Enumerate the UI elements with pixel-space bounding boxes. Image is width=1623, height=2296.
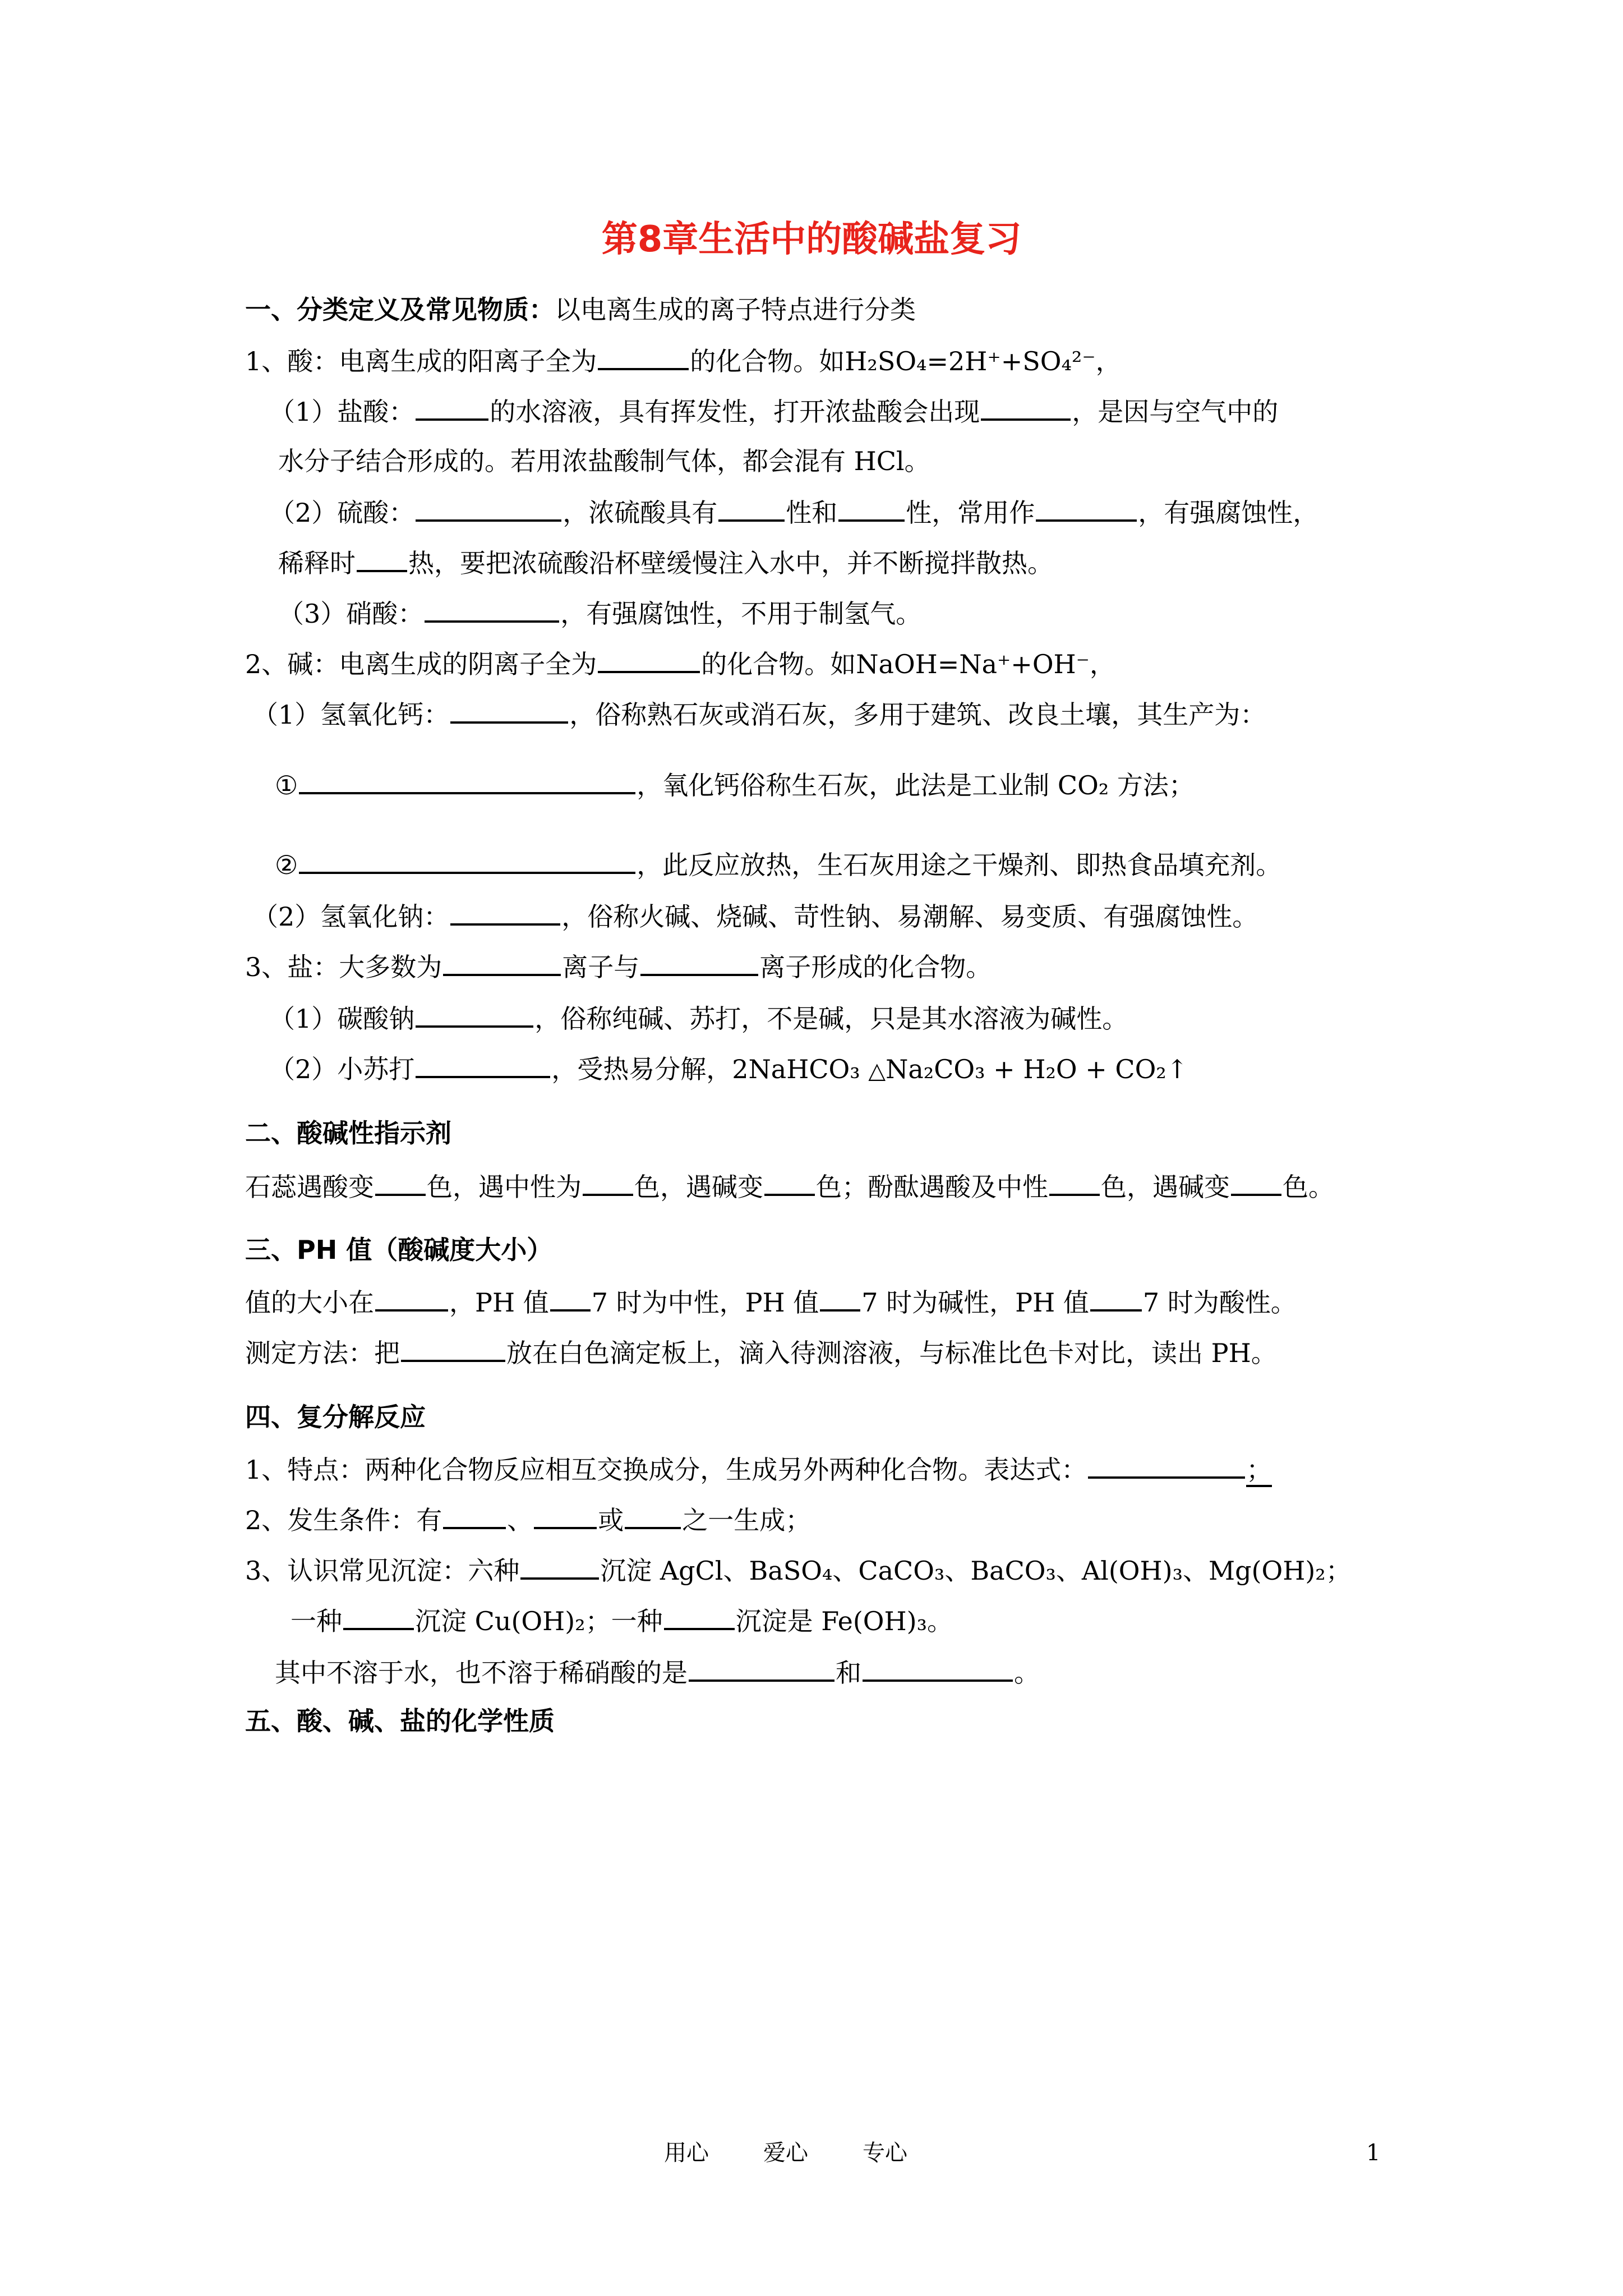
text: 测定方法：把 — [245, 1338, 400, 1368]
answer-blank[interactable] — [583, 1168, 633, 1196]
text: 性和 — [786, 498, 838, 528]
text: 色，遇碱变 — [1101, 1172, 1230, 1202]
ph-method-line — [245, 1334, 1277, 1371]
text: 沉淀 Cu(OH)₂；一种 — [415, 1606, 663, 1636]
text: ，有强腐蚀性，不用于制氢气。 — [560, 599, 922, 629]
base-definition — [245, 645, 1115, 682]
answer-blank[interactable] — [664, 1602, 735, 1630]
na2co3-line — [269, 1000, 1128, 1037]
answer-blank[interactable] — [357, 544, 407, 572]
text: 离子形成的化合物。 — [759, 952, 992, 982]
indicator-line — [245, 1168, 1334, 1205]
insoluble-line — [275, 1654, 1040, 1691]
text: ，受热易分解，2NaHCO₃ — [551, 1054, 860, 1084]
answer-blank[interactable] — [343, 1602, 414, 1630]
text: 色，遇碱变 — [634, 1172, 763, 1202]
hno3-line — [278, 595, 921, 632]
text: ，有强腐蚀性， — [1138, 498, 1319, 528]
section-3-title: 三、PH 值（酸碱度大小） — [245, 1235, 553, 1265]
text: ，是因与空气中的 — [1072, 397, 1279, 427]
text: ① — [275, 770, 298, 800]
caoh-reaction-2 — [275, 846, 1281, 883]
text: 7 时为酸性。 — [1142, 1287, 1297, 1318]
text: 2、碱：电离生成的阴离子全为 — [245, 649, 597, 679]
section-1-subtitle: 以电离生成的离子特点进行分类 — [555, 295, 916, 325]
answer-blank[interactable] — [450, 898, 560, 926]
text: 之一生成； — [682, 1505, 811, 1535]
text: 或 — [598, 1505, 624, 1535]
answer-blank[interactable] — [375, 1168, 426, 1196]
text: （1）氢氧化钙： — [252, 700, 450, 730]
text: ，俗称火碱、烧碱、苛性钠、易潮解、易变质、有强腐蚀性。 — [561, 901, 1258, 932]
text: （2）小苏打 — [269, 1054, 415, 1084]
text: ，此反应放热，生石灰用途之干燥剂、即热食品填充剂。 — [637, 850, 1282, 880]
caoh-reaction-1 — [275, 766, 1195, 803]
answer-blank[interactable] — [425, 595, 559, 623]
text: （1）碳酸钠 — [269, 1004, 415, 1034]
footer-motto-2: 爱心 — [763, 2140, 808, 2166]
answer-blank[interactable] — [416, 1050, 550, 1078]
equation: H₂SO₄=2H⁺+SO₄²⁻， — [845, 346, 1122, 376]
h2so4-line-2 — [278, 544, 1053, 581]
text: 石蕊遇酸变 — [245, 1172, 374, 1202]
footer-motto-1: 用心 — [664, 2140, 709, 2166]
answer-blank[interactable] — [598, 342, 689, 370]
text: 一种 — [291, 1606, 342, 1636]
text: 和 — [836, 1658, 861, 1688]
text: 的化合物。如 — [701, 649, 856, 679]
heat-symbol: △ — [868, 1058, 886, 1084]
answer-blank[interactable] — [450, 696, 568, 724]
text: 离子与 — [562, 952, 640, 982]
text: 值的大小在 — [245, 1287, 374, 1318]
text: 色；酚酞遇酸及中性 — [816, 1172, 1048, 1202]
page-number: 1 — [1366, 2140, 1381, 2166]
reaction-conditions — [245, 1501, 811, 1538]
answer-blank[interactable] — [820, 1283, 860, 1312]
h2so4-line — [269, 494, 1318, 531]
hcl-line-2: 水分子结合形成的。若用浓盐酸制气体，都会混有 HCl。 — [278, 446, 930, 476]
answer-blank[interactable] — [1036, 494, 1137, 522]
text: 。 — [1014, 1658, 1040, 1688]
section-1-heading — [245, 292, 916, 328]
text: 色，遇中性为 — [427, 1172, 582, 1202]
text: 色。 — [1283, 1172, 1334, 1202]
text: 其中不溶于水，也不溶于稀硝酸的是 — [275, 1658, 688, 1688]
equation: NaOH=Na⁺+OH⁻， — [856, 649, 1115, 679]
text: 7 时为碱性，PH 值 — [861, 1287, 1089, 1318]
text: 放在白色滴定板上，滴入待测溶液，与标准比色卡对比，读出 PH。 — [506, 1338, 1277, 1368]
section-2-title: 二、酸碱性指示剂 — [245, 1118, 451, 1148]
text: 7 时为中性，PH 值 — [591, 1287, 819, 1318]
answer-blank[interactable] — [416, 393, 488, 421]
answer-blank[interactable] — [838, 494, 905, 522]
answer-blank[interactable] — [689, 1654, 834, 1682]
answer-blank[interactable] — [598, 645, 700, 673]
answer-blank[interactable] — [1088, 1451, 1245, 1479]
text: （1）盐酸： — [269, 397, 415, 427]
nahco3-line — [269, 1050, 1188, 1089]
section-5-title: 五、酸、碱、盐的化学性质 — [245, 1706, 555, 1736]
text: 3、盐：大多数为 — [245, 952, 442, 982]
answer-blank[interactable] — [401, 1334, 505, 1362]
text: 3、认识常见沉淀：六种 — [245, 1556, 520, 1586]
text: 沉淀是 Fe(OH)₃。 — [735, 1606, 953, 1636]
footer-motto-3: 专心 — [863, 2140, 907, 2166]
precipitates-colors — [291, 1602, 953, 1639]
answer-blank[interactable] — [1090, 1283, 1142, 1312]
text: 、 — [507, 1505, 533, 1535]
double-displacement-feature — [245, 1451, 1272, 1488]
answer-blank[interactable] — [981, 393, 1071, 421]
answer-blank[interactable] — [520, 1552, 599, 1580]
text: 1、特点：两种化合物反应相互交换成分，生成另外两种化合物。表达式： — [245, 1455, 1087, 1485]
answer-blank[interactable] — [1231, 1168, 1281, 1196]
salt-definition — [245, 948, 992, 985]
precipitates-line — [245, 1552, 1352, 1589]
answer-blank[interactable] — [416, 494, 561, 522]
text: 的化合物。如 — [690, 346, 845, 376]
text: 1、酸：电离生成的阳离子全为 — [245, 346, 597, 376]
ph-range-line — [245, 1283, 1297, 1320]
answer-blank[interactable] — [299, 766, 635, 794]
text: （2）氢氧化钠： — [252, 901, 450, 932]
equation: Na₂CO₃ + H₂O + CO₂↑ — [886, 1054, 1188, 1084]
text: ，俗称熟石灰或消石灰，多用于建筑、改良土壤，其生产为： — [569, 700, 1266, 730]
text: ； — [1246, 1455, 1272, 1487]
acid-definition — [245, 342, 1122, 379]
text: ，俗称纯碱、苏打，不是碱，只是其水溶液为碱性。 — [534, 1004, 1128, 1034]
text: 性，常用作 — [906, 498, 1035, 528]
answer-blank[interactable] — [375, 1283, 448, 1312]
answer-blank[interactable] — [443, 948, 561, 976]
page-title: 第8章生活中的酸碱盐复习 — [601, 219, 1022, 260]
caoh-line — [252, 696, 1266, 733]
answer-blank[interactable] — [443, 1501, 506, 1529]
section-4-title: 四、复分解反应 — [245, 1402, 426, 1432]
answer-blank[interactable] — [416, 1000, 533, 1028]
text: （2）硫酸： — [269, 498, 415, 528]
text: 2、发生条件：有 — [245, 1505, 442, 1535]
answer-blank[interactable] — [640, 948, 758, 976]
answer-blank[interactable] — [718, 494, 785, 522]
text: （3）硝酸： — [278, 599, 424, 629]
answer-blank[interactable] — [625, 1501, 681, 1529]
answer-blank[interactable] — [534, 1501, 597, 1529]
text: ② — [275, 850, 298, 880]
text: 稀释时 — [278, 548, 356, 578]
answer-blank[interactable] — [764, 1168, 815, 1196]
naoh-line — [252, 898, 1258, 935]
text: 的水溶液，具有挥发性，打开浓盐酸会出现 — [490, 397, 980, 427]
text: ，浓硫酸具有 — [562, 498, 718, 528]
answer-blank[interactable] — [1049, 1168, 1100, 1196]
answer-blank[interactable] — [299, 846, 635, 874]
section-1-title: 一、分类定义及常见物质： — [245, 295, 555, 325]
text: 热，要把浓硫酸沿杯壁缓慢注入水中，并不断搅拌散热。 — [408, 548, 1053, 578]
text: 沉淀 AgCl、BaSO₄、CaCO₃、BaCO₃、Al(OH)₃、Mg(OH)₂； — [600, 1556, 1352, 1586]
text: ，氧化钙俗称生石灰，此法是工业制 CO₂ 方法； — [637, 770, 1195, 800]
text: ，PH 值 — [449, 1287, 549, 1318]
answer-blank[interactable] — [863, 1654, 1013, 1682]
answer-blank[interactable] — [550, 1283, 591, 1312]
hcl-line — [269, 393, 1278, 430]
